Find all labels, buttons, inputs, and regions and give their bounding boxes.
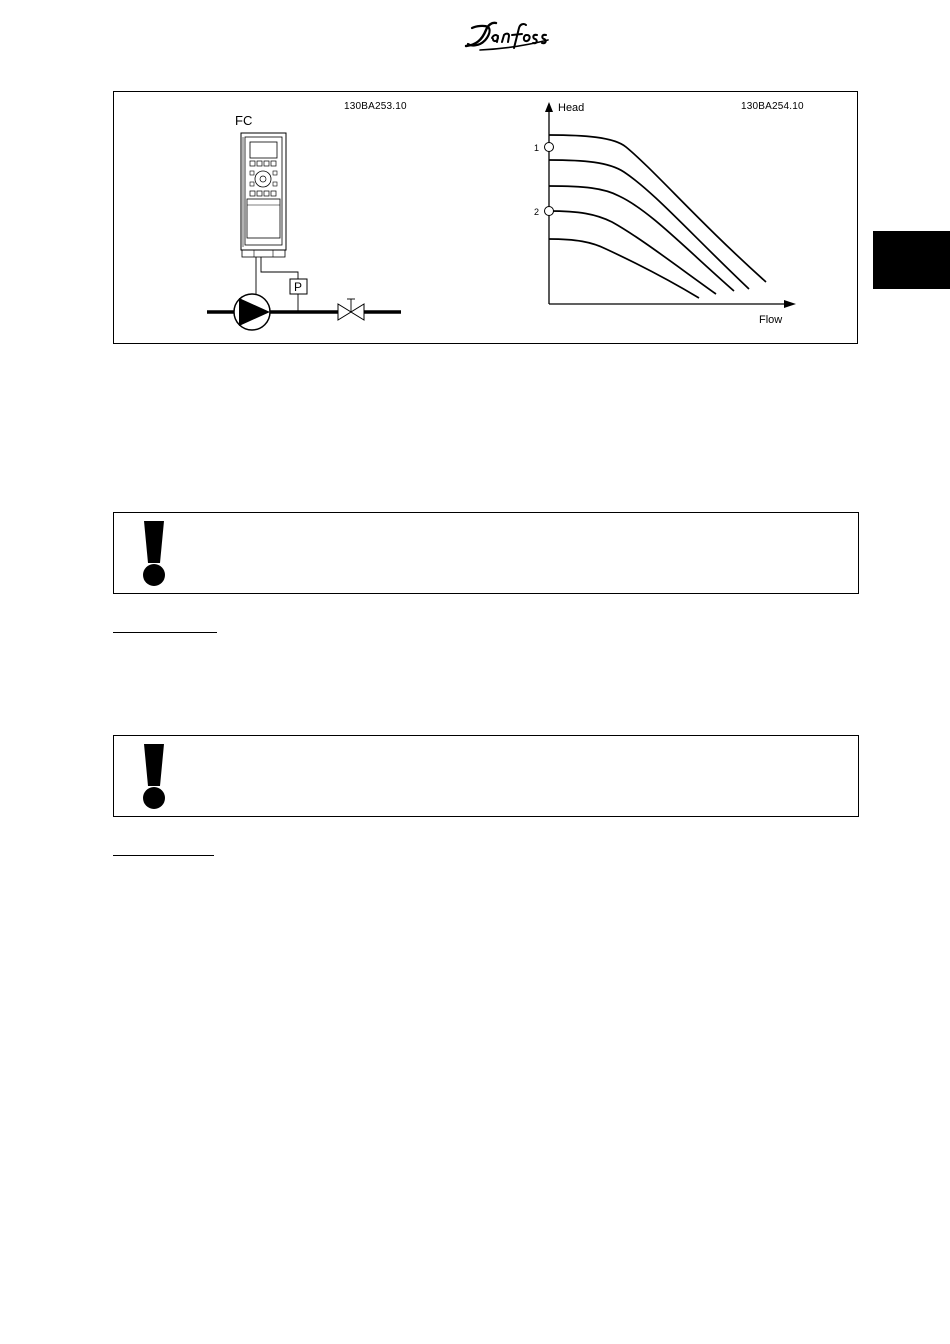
- head-flow-chart: [534, 102, 796, 326]
- exclamation-icon: [140, 744, 170, 810]
- operating-point-2: [545, 207, 554, 216]
- note-box: [113, 512, 859, 594]
- heading-underline: [113, 855, 214, 856]
- operating-point-1: [545, 143, 554, 152]
- valve-icon: [338, 299, 364, 320]
- chapter-side-tab: [873, 231, 950, 289]
- pump-icon: [234, 294, 270, 330]
- figure-artwork: [114, 92, 859, 345]
- danfoss-logo-artwork: [462, 18, 552, 52]
- frequency-converter: [241, 133, 286, 257]
- figure-frame: [113, 91, 858, 344]
- x-axis-label: Flow: [759, 314, 783, 326]
- pump-curve: [549, 239, 699, 298]
- x-axis-arrow: [784, 300, 796, 308]
- fc-label: FC: [235, 113, 253, 128]
- point-label-2: 2: [534, 207, 540, 217]
- y-axis-label: Head: [558, 102, 585, 114]
- pressure-label: P: [294, 280, 303, 294]
- exclamation-icon: [140, 521, 170, 587]
- danfoss-logo: [462, 18, 552, 52]
- y-axis-arrow: [545, 102, 553, 112]
- point-label-1: 1: [534, 143, 540, 153]
- heading-underline: [113, 632, 217, 633]
- left-diagram-code: 130BA253.10: [344, 101, 407, 112]
- pump-curve: [549, 186, 734, 291]
- note-box: [113, 735, 859, 817]
- pump-curve: [549, 135, 766, 282]
- right-chart-code: 130BA254.10: [741, 101, 804, 112]
